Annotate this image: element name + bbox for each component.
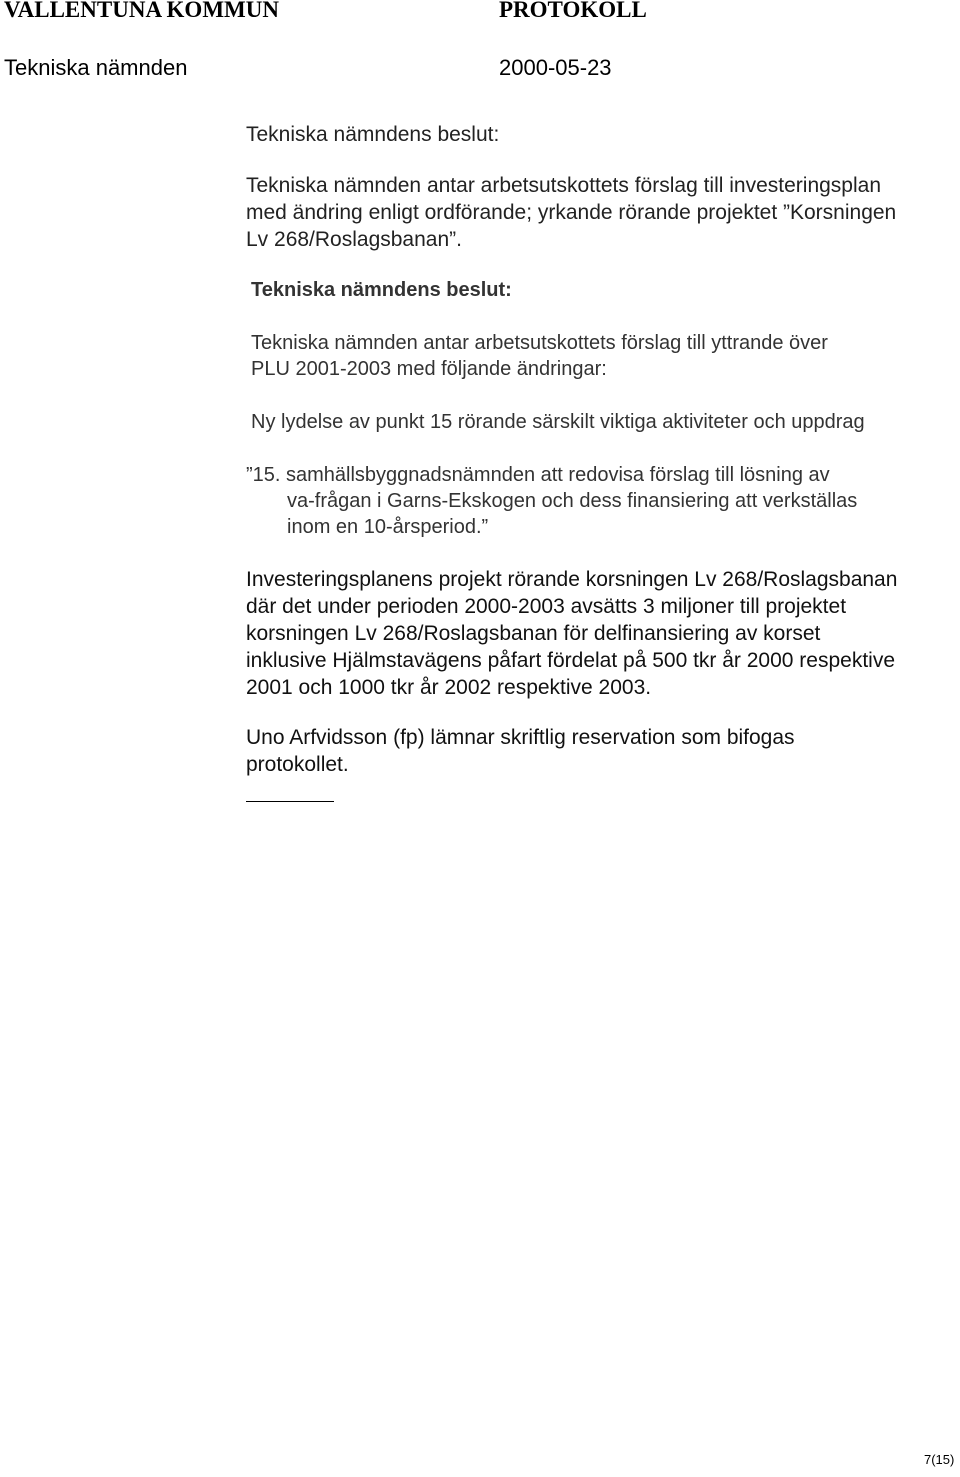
meeting-date: 2000-05-23: [499, 55, 612, 80]
point-15-first-line: ”15. samhällsbyggnadsnämnden att redovisa förslag till lösning av: [246, 464, 830, 486]
decision-text-1: [246, 172, 896, 253]
section-end-rule: [246, 801, 334, 802]
text-line: Tekniska nämnden antar arbetsutskottets förslag till yttrande över: [251, 332, 828, 354]
text-line: va-frågan i Garns-Ekskogen och dess finansiering att verkställas: [287, 490, 858, 512]
document-type: PROTOKOLL: [499, 0, 647, 22]
new-wording-line: Ny lydelse av punkt 15 rörande särskilt viktiga aktiviteter och uppdrag: [251, 411, 865, 433]
text-line: inklusive Hjälmstavägens påfart fördelat på 500 tkr år 2000 respektive: [246, 649, 896, 672]
point-15-continuation: [287, 488, 857, 540]
page-number: 7(15): [924, 1452, 955, 1467]
text-line: 2001 och 1000 tkr år 2002 respektive 2003.: [246, 676, 652, 699]
text-line: där det under perioden 2000-2003 avsätts 3 miljoner till projektet: [246, 595, 847, 618]
text-line: Uno Arfvidsson (fp) lämnar skriftlig reservation som bifogas: [246, 726, 795, 749]
decision-intro-2: [251, 330, 828, 382]
investment-paragraph: [246, 566, 897, 701]
text-line: Tekniska nämnden antar arbetsutskottets förslag till investeringsplan: [246, 174, 882, 197]
text-line: protokollet.: [246, 753, 349, 776]
organization-name: VALLENTUNA KOMMUN: [4, 0, 279, 22]
text-line: Lv 268/Roslagsbanan”.: [246, 228, 462, 251]
text-line: inom en 10-årsperiod.”: [287, 516, 489, 538]
decision-heading-1: Tekniska nämndens beslut:: [246, 123, 500, 146]
committee-name: Tekniska nämnden: [4, 55, 188, 80]
text-line: Investeringsplanens projekt rörande korsningen Lv 268/Roslagsbanan: [246, 568, 898, 591]
text-line: PLU 2001-2003 med följande ändringar:: [251, 358, 607, 380]
reservation-paragraph: [246, 724, 795, 778]
text-line: korsningen Lv 268/Roslagsbanan för delfinansiering av korset: [246, 622, 821, 645]
decision-heading-2: Tekniska nämndens beslut:: [251, 279, 512, 301]
text-line: med ändring enligt ordförande; yrkande rörande projektet ”Korsningen: [246, 201, 897, 224]
